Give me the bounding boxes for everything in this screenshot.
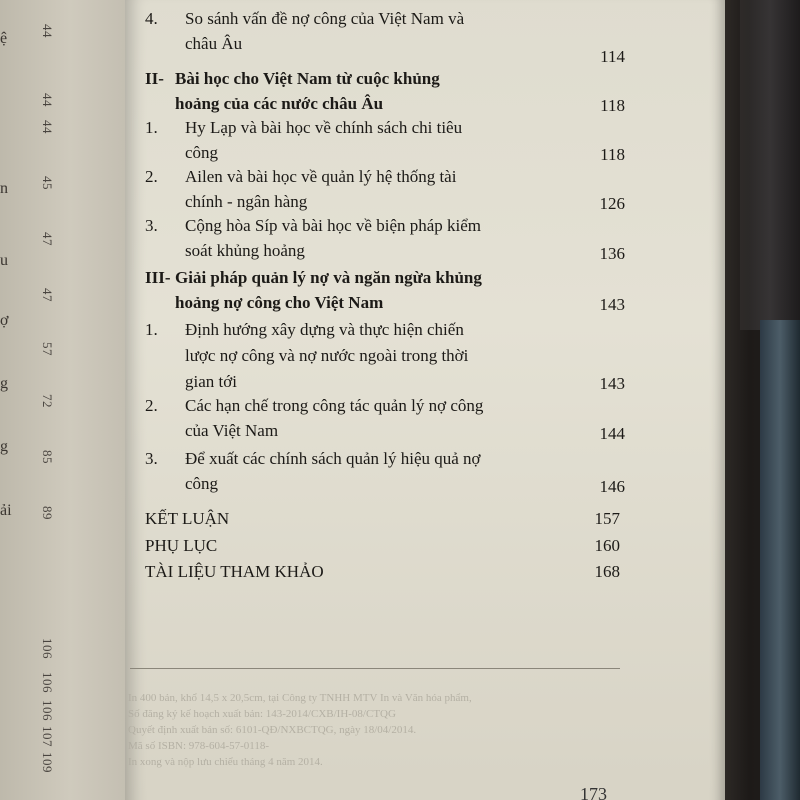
left-page-number: 109 [40, 752, 55, 773]
toc-entry-page: 144 [599, 424, 625, 443]
toc-back-matter-page: 160 [594, 536, 620, 555]
left-page-number: 45 [40, 176, 55, 190]
toc-entry-line: lược nợ công và nợ nước ngoài trong thời [185, 346, 469, 365]
left-page-number: 47 [40, 232, 55, 246]
toc-entry-line: Cộng hòa Síp và bài học về biện pháp kiểm [185, 216, 482, 235]
toc-entry-number: 3. [145, 449, 158, 468]
toc-entry-page: 136 [599, 244, 625, 263]
left-page-number: 106 [40, 672, 55, 693]
toc-entry-number: 4. [145, 9, 158, 28]
toc-section-number: II- [145, 69, 164, 88]
left-page-number: 89 [40, 506, 55, 520]
left-fragment: ợ [0, 312, 9, 329]
left-page-number: 106 [40, 700, 55, 721]
left-fragment: u [0, 252, 8, 269]
toc-entry-number: 2. [145, 167, 158, 186]
toc-back-matter-label: KẾT LUẬN [145, 509, 230, 528]
toc-entry-number: 1. [145, 118, 158, 137]
toc-entry-line: châu Âu [185, 34, 243, 53]
toc-entry-line: hoảng nợ công cho Việt Nam [175, 293, 384, 312]
toc-entry-number: 3. [145, 216, 158, 235]
left-page-number: 107 [40, 726, 55, 747]
toc-entry-line: Giải pháp quản lý nợ và ngăn ngừa khủng [175, 268, 482, 287]
toc-entry-line: của Việt Nam [185, 421, 279, 440]
toc-entry-line: chính - ngân hàng [185, 192, 308, 211]
toc-entry-page: 118 [600, 96, 625, 115]
bottom-page-number: 173 [580, 784, 607, 800]
toc-entry-number: 2. [145, 396, 158, 415]
toc-entry-line: soát khủng hoảng [185, 241, 305, 260]
left-page-number: 44 [40, 93, 55, 107]
toc-back-matter-page: 168 [594, 562, 620, 581]
colophon-line: Quyết định xuất bản số: 6101-QĐ/NXBCTQG, ngày 18/04/2014. [128, 724, 417, 736]
toc-entry-line: Bài học cho Việt Nam từ cuộc khủng [175, 69, 440, 88]
left-fragment: g [0, 438, 8, 455]
toc-entry-line: gian tới [185, 372, 237, 391]
colophon-rule [130, 668, 620, 669]
toc-entry-line: công [185, 143, 219, 162]
toc-back-matter-label: PHỤ LỤC [145, 536, 218, 555]
toc-entry-page: 118 [600, 145, 625, 164]
colophon-line: Mã số ISBN: 978-604-57-0118- [128, 740, 270, 752]
toc-entry-number: 1. [145, 320, 158, 339]
left-fragment: ệ [0, 30, 8, 47]
left-page-number: 47 [40, 288, 55, 302]
toc-entry-page: 126 [599, 194, 625, 213]
toc-entry-line: Các hạn chế trong công tác quản lý nợ công [185, 396, 484, 415]
left-page-number: 44 [40, 120, 55, 134]
background-book [760, 320, 800, 800]
toc-section-number: III- [145, 268, 171, 287]
toc-entry-line: công [185, 474, 219, 493]
left-facing-page [0, 0, 130, 800]
colophon-faint-text [128, 690, 618, 770]
toc-entry-line: Định hướng xây dựng và thực hiện chiến [185, 320, 464, 339]
toc-entry-line: So sánh vấn đề nợ công của Việt Nam và [185, 9, 465, 28]
toc-entry-line: Hy Lạp và bài học về chính sách chi tiêu [185, 118, 463, 137]
left-fragment: ải [0, 502, 12, 519]
toc-entry-line: hoảng của các nước châu Âu [175, 94, 384, 113]
left-page-number: 57 [40, 342, 55, 356]
toc-back-matter-label: TÀI LIỆU THAM KHẢO [145, 562, 324, 581]
toc-entry-page: 143 [599, 374, 625, 393]
toc-entry-page: 143 [599, 295, 625, 314]
toc-entry-page: 114 [600, 47, 625, 66]
toc-entry-line: Ailen và bài học về quản lý hệ thống tài [185, 167, 457, 186]
colophon-line: In 400 bản, khổ 14,5 x 20,5cm, tại Công ty TNHH MTV In và Văn hóa phẩm, [128, 692, 472, 704]
left-fragment: g [0, 375, 8, 392]
left-page-number: 106 [40, 638, 55, 659]
left-page-number: 72 [40, 394, 55, 408]
left-page-number: 44 [40, 24, 55, 38]
colophon-line: Số đăng ký kế hoạch xuất bản: 143-2014/CXB/IH-08/CTQG [128, 708, 396, 720]
toc-entry-line: Để xuất các chính sách quản lý hiệu quả nợ [185, 449, 481, 468]
left-fragment: n [0, 180, 8, 197]
colophon-line: In xong và nộp lưu chiểu tháng 4 năm 2014. [128, 756, 323, 768]
toc-entry-page: 146 [599, 477, 625, 496]
left-page-number: 85 [40, 450, 55, 464]
toc-back-matter-page: 157 [594, 509, 620, 528]
plastic-wrap [740, 0, 800, 330]
